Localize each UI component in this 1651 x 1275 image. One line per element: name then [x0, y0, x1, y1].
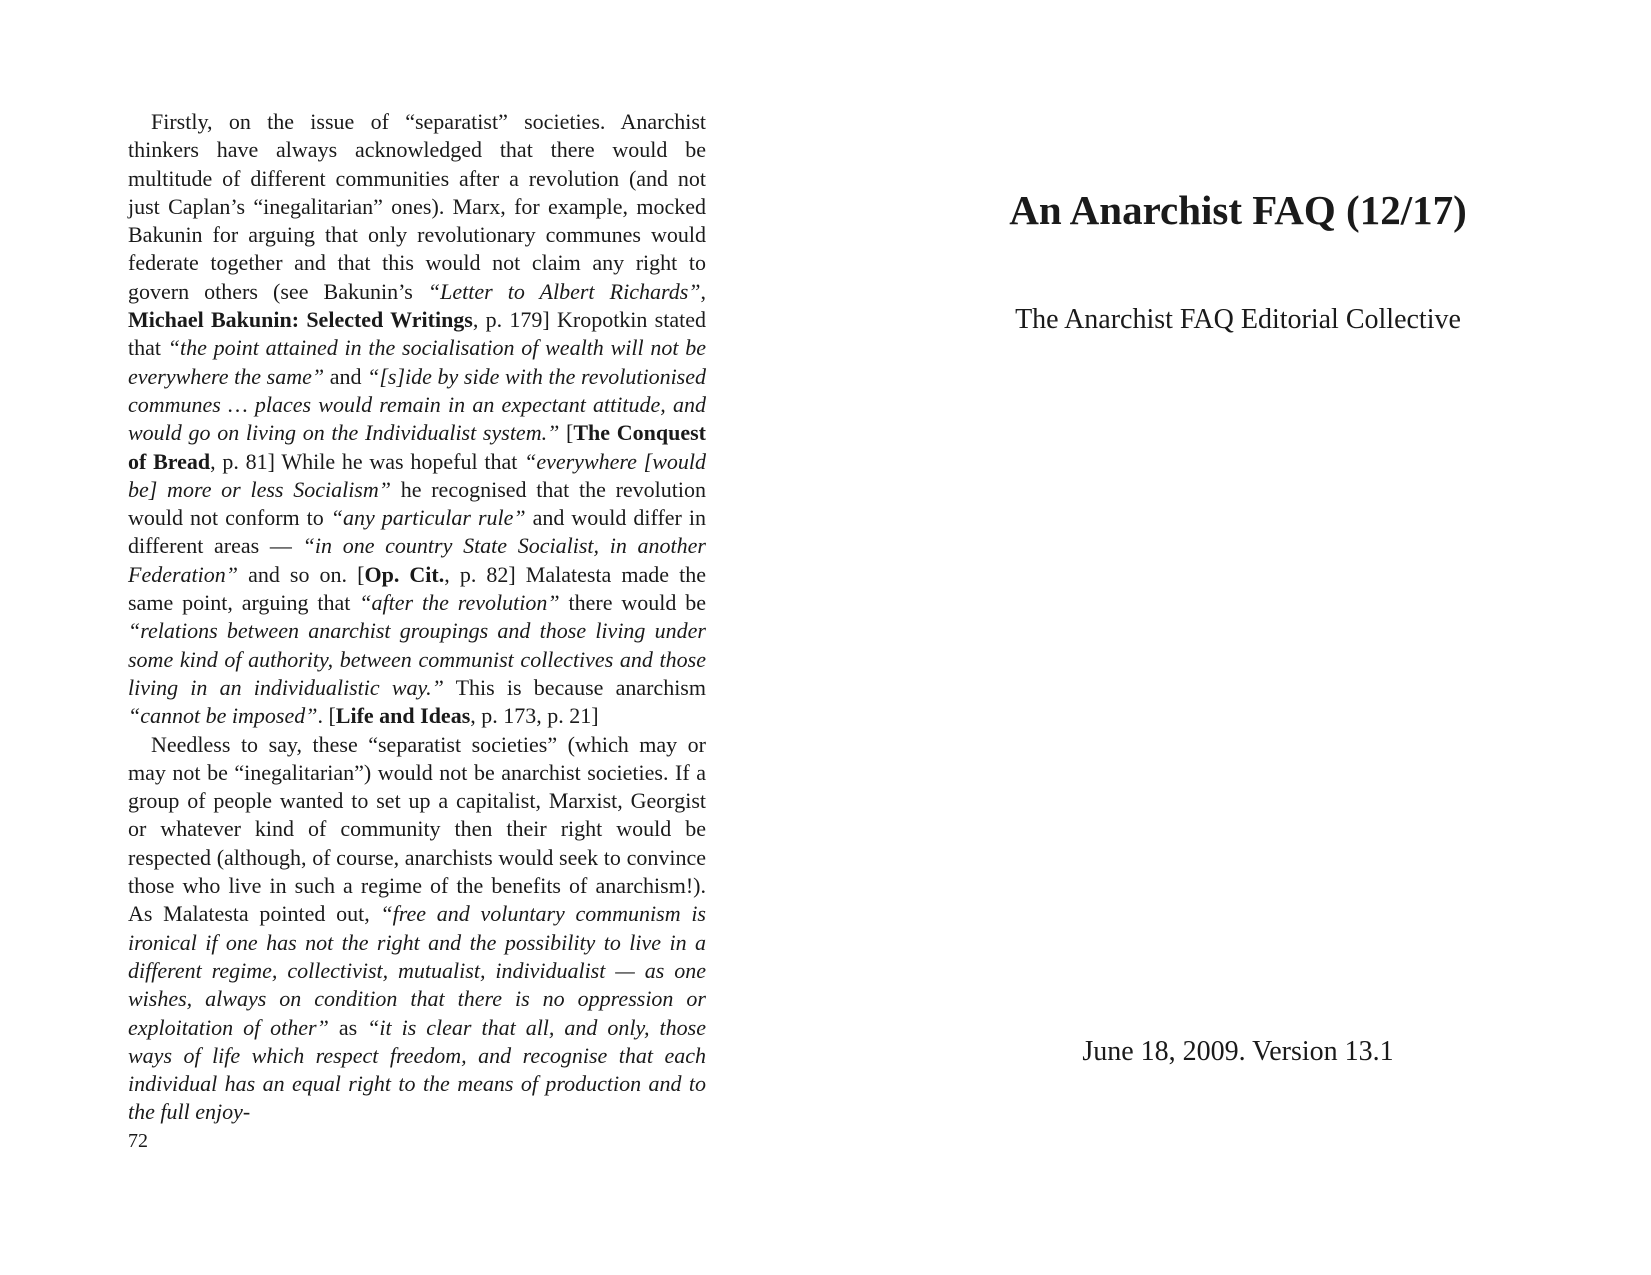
book-title: The Conquest of Bread [128, 420, 707, 474]
text-run: , p. 173, p. 21] [470, 703, 599, 729]
paragraph [128, 731, 706, 1127]
quotation: “cannot be imposed” [128, 703, 318, 729]
text-run: , p. 81] While he was hopeful that [210, 448, 525, 474]
page-number: 72 [128, 1130, 148, 1152]
quotation: “[s]ide by side with the revolutionised communes … places would remain in an expectant attitude, and would go on living on the Individualist system.” [128, 363, 707, 446]
quotation: “in one country State Socialist, in another Federation” [128, 533, 706, 587]
text-run: and so on. [ [238, 561, 365, 587]
text-run: [ [559, 420, 574, 446]
quotation: “Letter to Albert Richards” [427, 278, 701, 304]
book-title: Michael Bakunin: Selected Writings [128, 307, 473, 333]
book-title: Life and Ideas [335, 703, 471, 729]
text-run: , p. 82] Malatesta made the same point, arguing that [128, 561, 706, 616]
text-run: . [ [317, 703, 336, 729]
quotation: “everywhere [would be] more or less Socialism” [128, 448, 707, 502]
quotation: “it is clear that all, and only, those ways of life which respect freedom, and recognise that each individual has an equal right to the means of production and to the full enjoy- [128, 1014, 706, 1125]
left-page [0, 0, 825, 1275]
text-run: , [700, 278, 706, 304]
quotation: “the point attained in the socialisation of wealth will not be everywhere the same” [128, 335, 706, 389]
text-run: , p. 179] Kropotkin stated that [128, 307, 706, 361]
text-run: This is because anarchism [443, 674, 706, 700]
author-line: The Anarchist FAQ Editorial Collective [1015, 304, 1461, 335]
right-page [825, 0, 1651, 1275]
paragraph [128, 108, 706, 731]
text-run: and would differ in different areas — [128, 505, 706, 559]
body-text [128, 108, 706, 1127]
text-run: as [328, 1014, 368, 1040]
quotation: “relations between anarchist groupings and those living under some kind of authority, between communist collectives and those living in an individualistic way.” [128, 618, 706, 700]
text-run: Needless to say, these “separatist societies” (which may or may not be “inegalitarian”) would not be anarchist societies. If a group of people wanted to set up a capitalist, Marxist, Georgist or whatever kind of community then their right would be respected (although, of course, anarchists would seek to convince those who live in such a regime of the benefits of anarchism!). As Malatesta pointed out, [128, 731, 706, 927]
quotation: “free and voluntary communism is ironical if one has not the right and the possibility to live in a different regime, collectivist, mutualist, individualist — as one wishes, always on condition that there is no oppression or exploitation of other” [128, 901, 706, 1040]
text-run: Firstly, on the issue of “separatist” societies. Anarchist thinkers have always acknowledged that there would be multitude of different communities after a revolution (and not just Caplan’s “inegalitarian” ones). Marx, for example, mocked Bakunin for arguing that only revolutionary communes would federate together and that this would not claim any right to govern others (see Bakunin’s [128, 109, 706, 304]
text-run: and [324, 363, 368, 389]
text-run: he recognised that the revolution would not conform to [128, 476, 706, 531]
quotation: “any particular rule” [330, 505, 526, 531]
book-title: Op. Cit. [364, 561, 445, 587]
date-version-line: June 18, 2009. Version 13.1 [1082, 1036, 1394, 1067]
text-run: there would be [559, 590, 706, 616]
book-title-heading: An Anarchist FAQ (12/17) [1009, 187, 1467, 233]
quotation: “after the revolution” [359, 590, 560, 616]
